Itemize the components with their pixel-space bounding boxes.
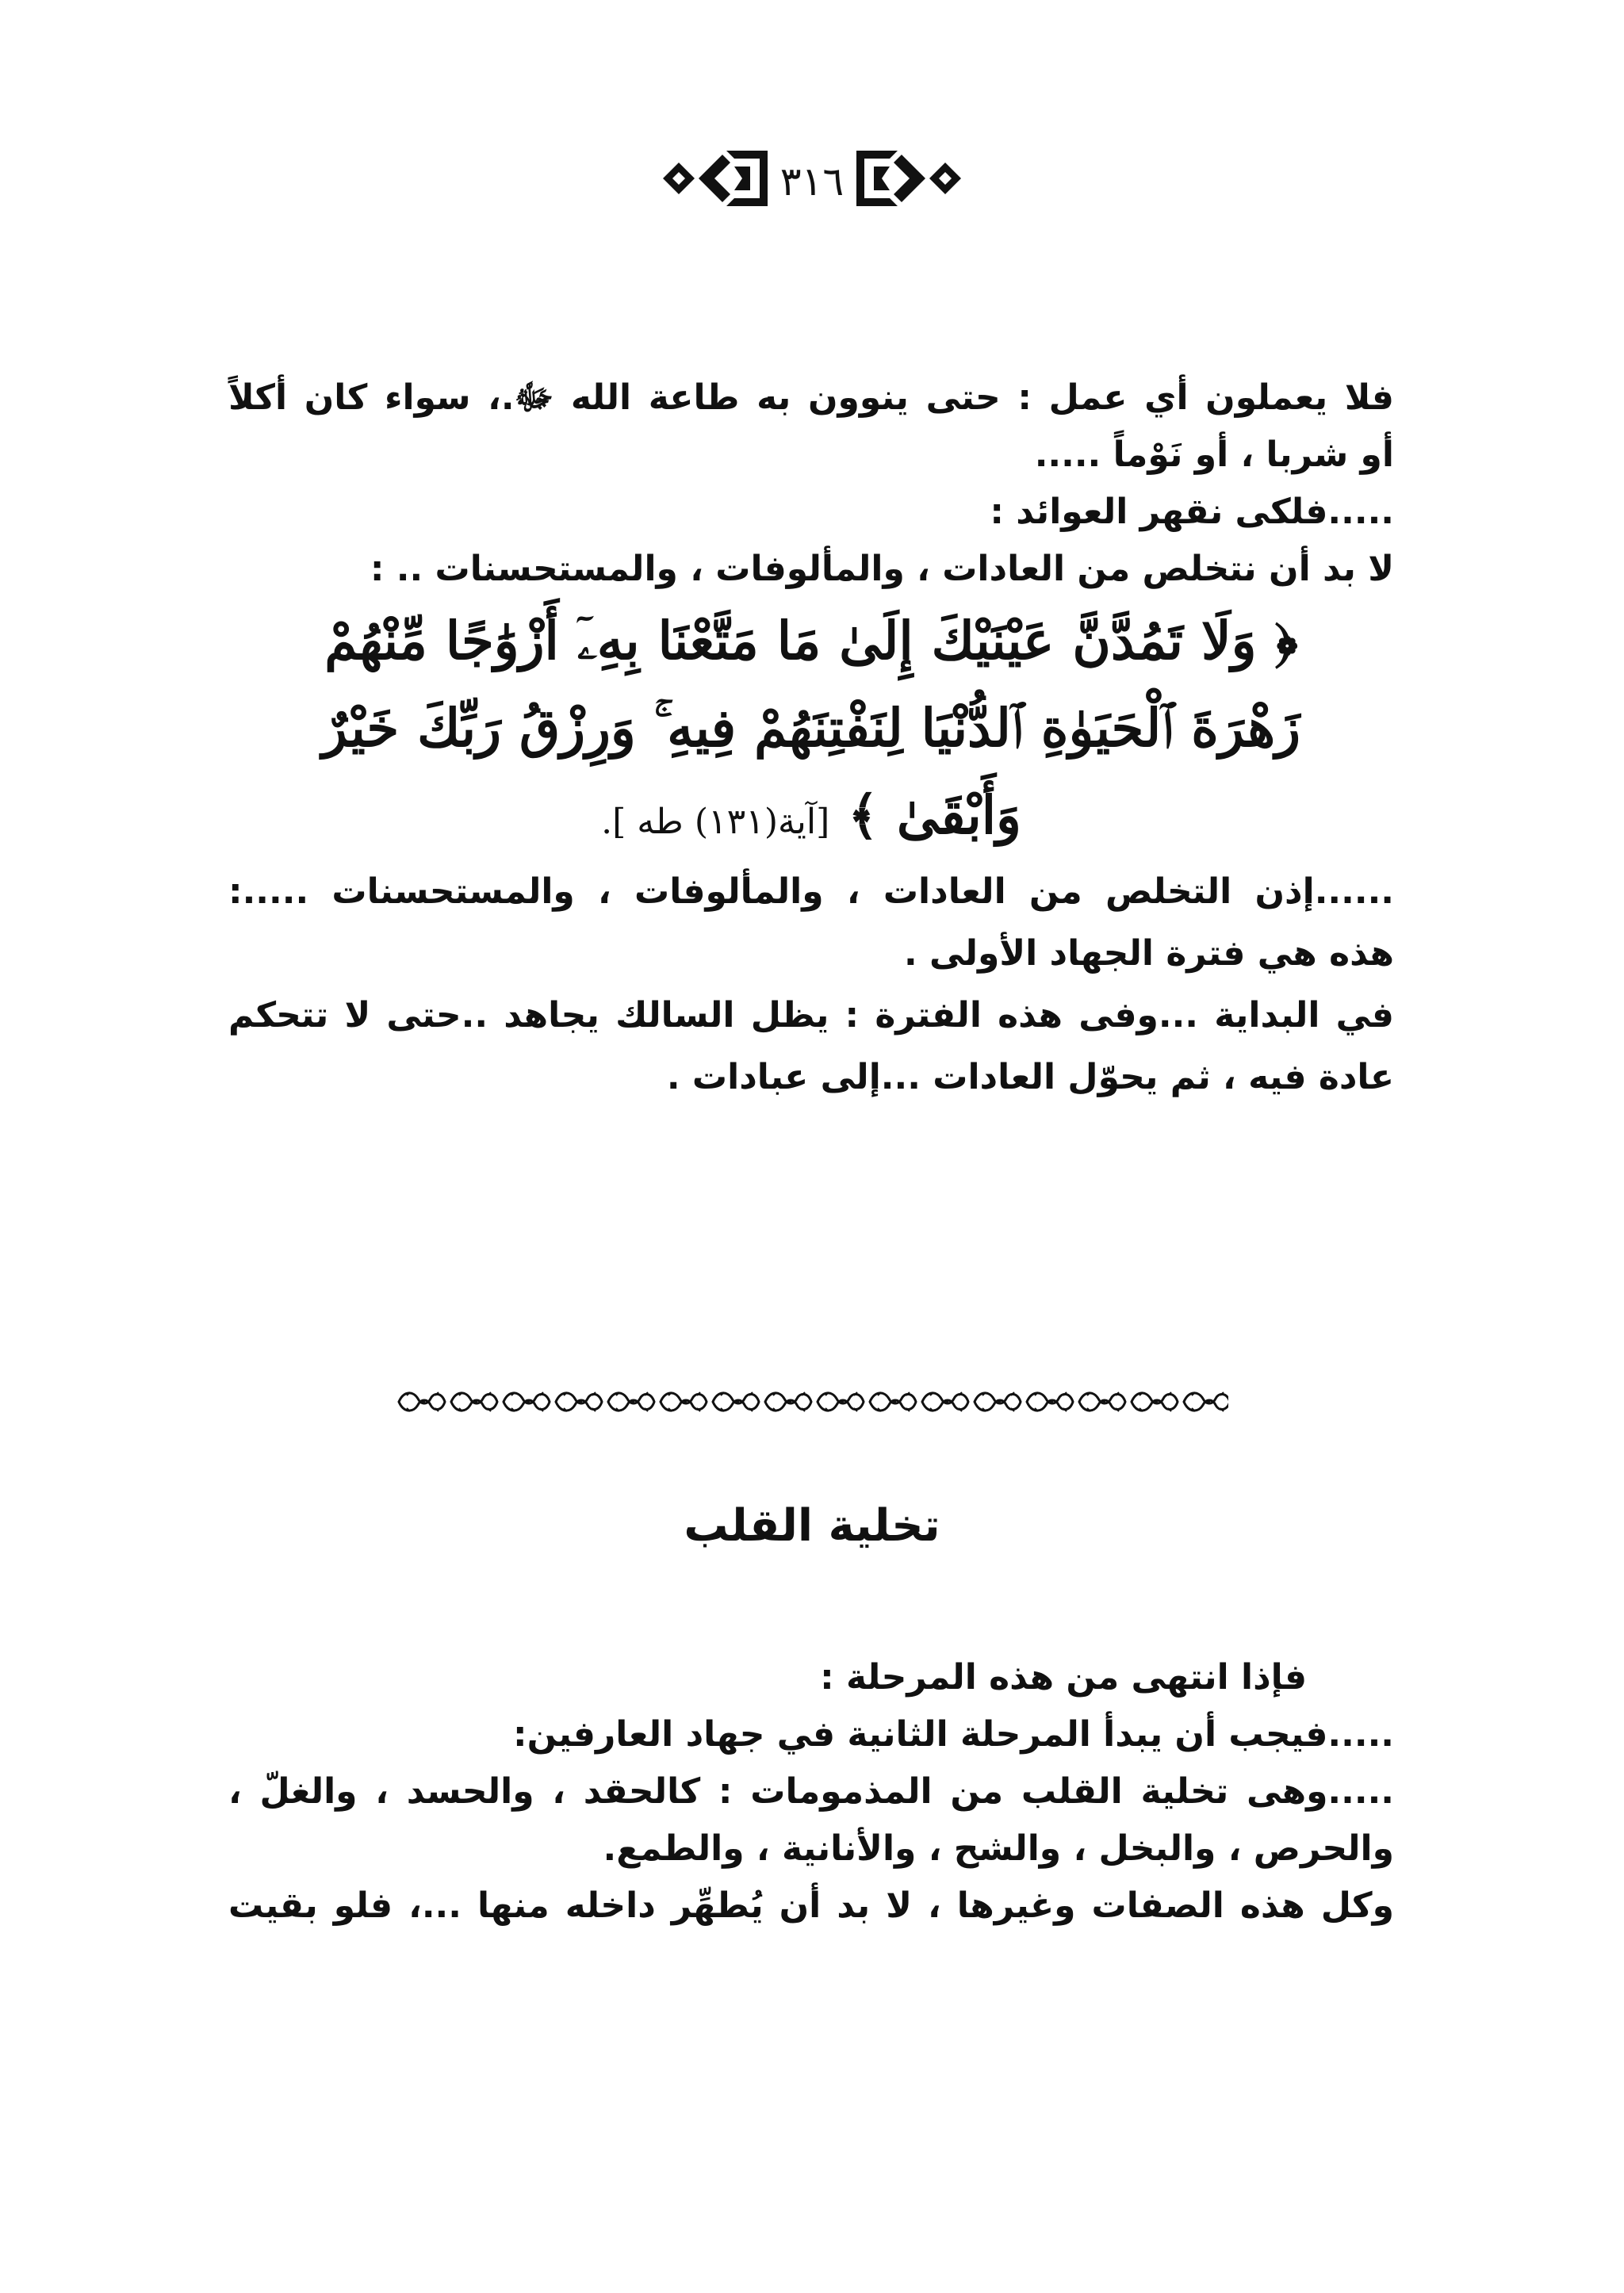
left-ornament-icon (655, 135, 774, 222)
page-number: ٣١٦ (779, 159, 845, 205)
section-line-5: وكل هذه الصفات وغيرها ، لا بد أن يُطهِّر داخله منها ...، فلو بقيت (228, 1885, 1394, 1926)
paragraph-line-2: أو شربا ، أو نَوْماً ..... (1034, 434, 1394, 475)
section-line-4: والحرص ، والبخل ، والشح ، والأنانية ، والطمع. (603, 1828, 1394, 1869)
main-content (228, 373, 1394, 1103)
section-body (228, 1649, 1394, 1935)
paragraph-line-4: لا بد أن نتخلص من العادات ، والمألوفات ، والمستحسنات .. : (370, 549, 1394, 589)
section-line-1: فإذا انتهى من هذه المرحلة : (820, 1657, 1307, 1698)
section-title: تخلية القلب (684, 1500, 940, 1552)
after-quran-line-1: ......إذن التخلص من العادات ، والمألوفات ، والمستحسنات .....: (228, 871, 1394, 912)
after-quran-line-4: عادة فيه ، ثم يحوّل العادات ...إلى عبادات . (666, 1057, 1394, 1097)
quran-verse-line-2: زَهْرَةَ ٱلْحَيَوٰةِ ٱلدُّنْيَا لِنَفْتِنَهُمْ فِيهِ ۚ وَرِزْقُ رَبِّكَ خَيْرٌ (322, 697, 1300, 759)
after-quran-line-3: في البداية ...وفى هذه الفترة : يظل السالك يجاهد ..حتى لا تتحكم (228, 995, 1394, 1035)
paragraph-line-3: .....فلكى نقهر العوائد : (990, 492, 1394, 532)
quran-verse-end: وَأَبْقَىٰ ﴾ (848, 784, 1021, 846)
section-line-3: .....وهى تخلية القلب من المذمومات : كالحقد ، والحسد ، والغلّ ، (228, 1771, 1394, 1812)
right-ornament-icon (850, 135, 969, 222)
paragraph-line-1: فلا يعملون أي عمل : حتى ينوون به طاعة الله ﷻ.، سواء كان أكلاً (228, 377, 1394, 418)
divider-ornament-icon (396, 1388, 1228, 1416)
after-quran-line-2: هذه هي فترة الجهاد الأولى . (903, 933, 1394, 974)
decorative-divider (0, 1388, 1624, 1416)
quran-reference: [آية(١٣١) طه ]. (601, 802, 830, 842)
quran-verse-line-1: ﴿ وَلَا تَمُدَّنَّ عَيْنَيْكَ إِلَىٰ مَا مَتَّعْنَا بِهِۦٓ أَزْوَٰجًا مِّنْهُمْ (324, 610, 1298, 672)
quran-verse-line-3 (228, 774, 1394, 863)
page-header (0, 135, 1624, 222)
section-line-2: .....فيجب أن يبدأ المرحلة الثانية في جهاد العارفين: (513, 1714, 1394, 1755)
